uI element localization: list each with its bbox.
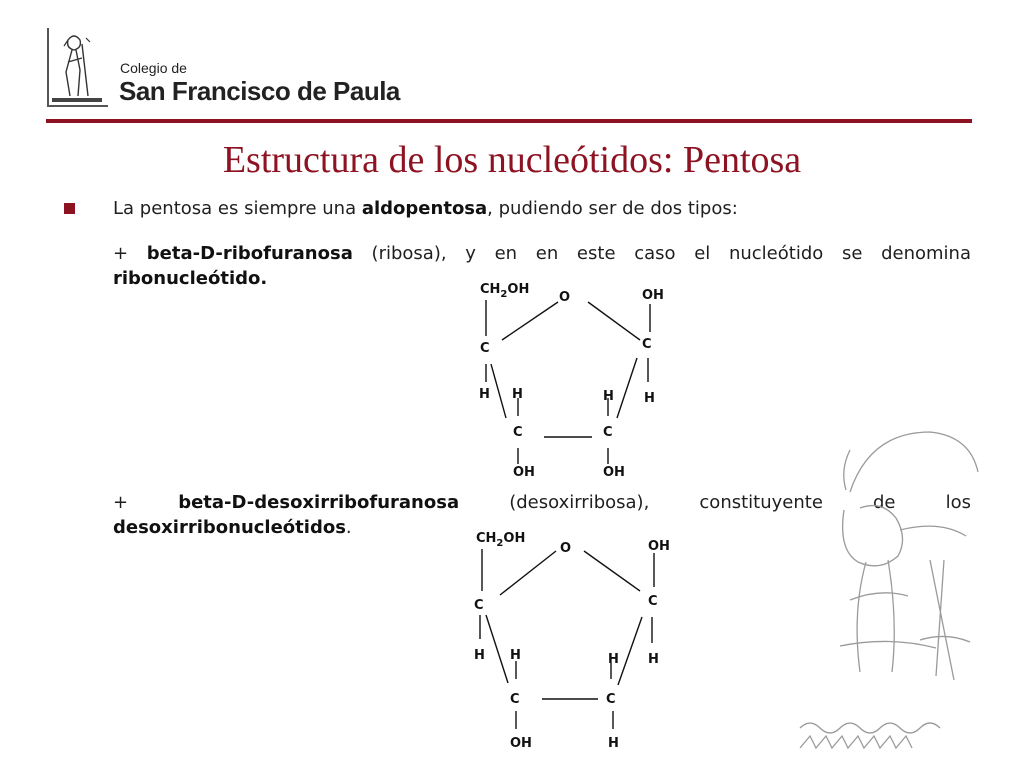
item-prefix: + — [113, 243, 147, 264]
carbon-2-label: C — [606, 692, 616, 707]
carbon-1-label: C — [642, 337, 652, 352]
logo-text-main: San Francisco de Paula — [119, 76, 400, 106]
item-prefix: + — [113, 492, 179, 513]
deoxyribose-structure-diagram — [468, 527, 698, 756]
bullet-term-aldopentosa: aldopentosa — [361, 198, 488, 219]
carbon-2-label: C — [603, 425, 613, 440]
ch2-subscript: 2 — [496, 538, 504, 549]
ch2-subscript: 2 — [500, 289, 508, 300]
carbon-4-label: C — [480, 341, 490, 356]
item-text: . — [345, 517, 352, 538]
carbon-1-label: C — [648, 594, 658, 609]
carbon-3-label: C — [513, 425, 523, 440]
hydrogen-label: H — [644, 391, 655, 406]
svg-text:CH2OH — [480, 282, 529, 300]
hydrogen-label: H — [479, 387, 490, 402]
carbon-2-h-label: H — [608, 736, 619, 751]
ch2-oh-label: OH — [507, 282, 530, 297]
term-desoxirribonucleotidos: desoxirribonucleótidos — [113, 517, 346, 538]
svg-text:CH2OH — [476, 531, 525, 549]
school-seal-watermark — [780, 410, 980, 762]
carbon-3-oh-label: OH — [510, 736, 532, 751]
anomeric-oh-label: OH — [642, 288, 664, 303]
logo-text-pre: Colegio de — [120, 60, 187, 76]
anomeric-oh-label: OH — [648, 539, 670, 554]
hydrogen-label: H — [510, 648, 521, 663]
bullet-marker — [64, 203, 75, 214]
ch2-oh-label: OH — [503, 531, 526, 546]
ring-oxygen-label: O — [559, 290, 571, 305]
bullet-text-part: La pentosa es siempre una — [113, 198, 362, 219]
carbon-4-label: C — [474, 598, 484, 613]
hydrogen-label: H — [512, 387, 523, 402]
term-ribonucleotido: ribonucleótido. — [113, 268, 268, 289]
bullet-text — [113, 196, 971, 221]
item-text: (desoxirribosa), constituyente de los — [459, 492, 972, 513]
header-divider — [46, 119, 972, 123]
term-ribofuranosa: beta-D-ribofuranosa — [146, 243, 353, 264]
ribose-structure-diagram — [472, 278, 702, 487]
hydrogen-label: H — [474, 648, 485, 663]
carbon-3-label: C — [510, 692, 520, 707]
hydrogen-label: H — [603, 389, 614, 404]
slide-title: Estructura de los nucleótidos: Pentosa — [222, 139, 802, 181]
hydrogen-label: H — [648, 652, 659, 667]
term-desoxirribofuranosa: beta-D-desoxirribofuranosa — [178, 492, 460, 513]
ch2-label: CH — [476, 531, 497, 546]
item-text: (ribosa), y en en este caso el nucleótido se denomina — [352, 243, 971, 264]
hydrogen-label: H — [608, 652, 619, 667]
school-logo-emblem — [46, 26, 110, 108]
ch2-label: CH — [480, 282, 501, 297]
carbon-3-oh-label: OH — [513, 465, 535, 480]
ring-oxygen-label: O — [560, 541, 572, 556]
carbon-2-oh-label: OH — [603, 465, 625, 480]
bullet-text-part: , pudiendo ser de dos tipos: — [487, 198, 738, 219]
